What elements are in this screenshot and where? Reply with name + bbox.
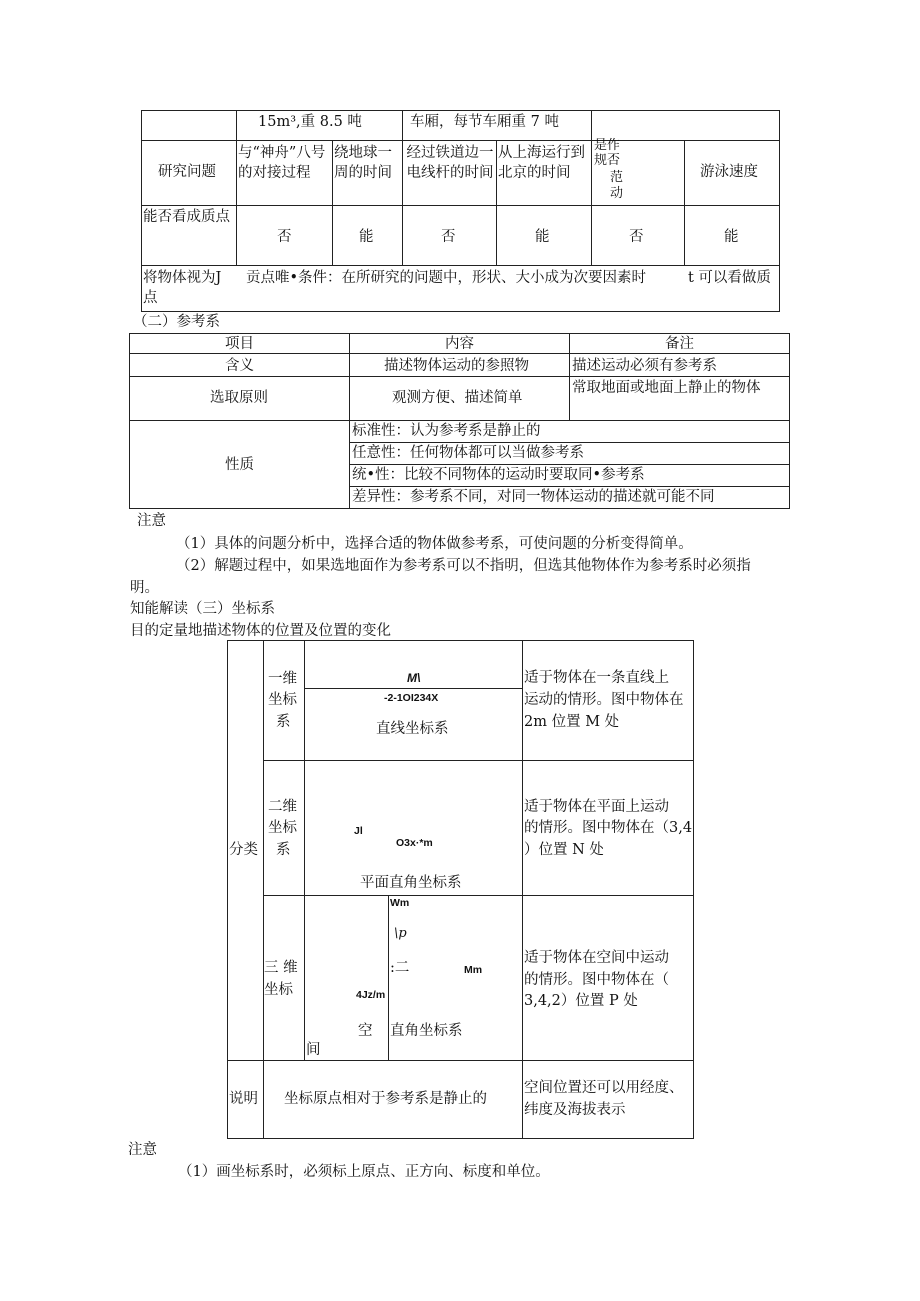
condition-text: 贡点唯•条件：在所研究的问题中，形状、大小成为次要因素时 [246, 270, 647, 286]
two-d-label-1: 二维 [268, 799, 297, 815]
nature-line-2: 任意性：任何物体都可以当做参考系 [352, 445, 584, 461]
nature-line-4: 差异性：参考系不同，对同一物体运动的描述就可能不同 [352, 489, 715, 505]
three-d-mm: Mm [464, 964, 483, 976]
three-d-label-1: 三 维 [264, 960, 298, 976]
answer-6: 能 [724, 229, 739, 245]
explain-note-1: 空间位置还可以用经度、 [524, 1080, 684, 1096]
action-cell-d: 动 [610, 186, 624, 201]
three-d-jian: 间 [306, 1042, 321, 1058]
category-label: 分类 [229, 842, 258, 858]
notice1-title: 注意 [137, 513, 166, 529]
one-d-label-1: 一维 [268, 671, 297, 687]
header-content: 内容 [445, 336, 474, 352]
nature-line-1: 标准性：认为参考系是静止的 [352, 423, 541, 439]
docking-cell: 与“神舟”八号的对接过程 [238, 145, 326, 181]
one-d-desc-1: 适于物体在一条直线上 [524, 670, 669, 686]
notice1-p2a: （2）解题过程中，如果选地面作为参考系可以不指明，但选其他物体作为参考系时必须指 [176, 558, 751, 574]
notice2-title: 注意 [128, 1142, 157, 1158]
orbit-cell: 绕地球一周的时间 [334, 145, 392, 181]
three-d-desc-3: 3,4,2）位置 P 处 [524, 993, 638, 1009]
one-d-label-3: 系 [276, 714, 291, 730]
three-d-label-2: 坐标 [264, 982, 293, 998]
row0-carriage-text: 车厢，每节车厢重 7 吨 [410, 114, 559, 130]
header-item: 项目 [225, 336, 254, 352]
three-d-er: :二 [390, 960, 410, 976]
particle-question-label: 能否看成质点 [143, 209, 230, 225]
answer-5: 否 [629, 229, 644, 245]
condition-label: 将物体视为J点 [143, 270, 222, 306]
answer-1: 否 [277, 229, 292, 245]
answer-3: 否 [441, 229, 456, 245]
row0-mass-text: 15m³,重 8.5 吨 [258, 114, 362, 130]
notice1-p1: （1）具体的问题分析中，选择合适的物体做参考系，可使问题的分析变得简单。 [176, 536, 693, 552]
notice1-p2b: 明。 [130, 580, 159, 596]
two-d-caption: 平面直角坐标系 [360, 875, 462, 891]
one-d-caption: 直线坐标系 [376, 721, 449, 737]
two-d-desc-2: 的情形。图中物体在（3,4 [524, 820, 693, 836]
header-note: 备注 [665, 336, 694, 352]
principle-item: 选取原则 [210, 390, 268, 406]
three-d-p: \p [394, 926, 407, 941]
explain-content: 坐标原点相对于参考系是静止的 [284, 1091, 487, 1107]
notice2-p1: （1）画坐标系时，必须标上原点、正方向、标度和单位。 [178, 1164, 550, 1180]
condition-tail: t 可以看做质 [688, 270, 771, 286]
answer-4: 能 [535, 229, 550, 245]
two-d-label-3: 系 [276, 842, 291, 858]
action-cell-c: 范 [610, 170, 624, 185]
principle-note: 常取地面或地面上静止的物体 [572, 380, 761, 396]
section3-title: 知能解读（三）坐标系 [130, 601, 275, 617]
three-d-z: 4Jz/m [356, 989, 386, 1001]
nature-item: 性质 [225, 457, 254, 473]
one-d-point-m: M\ [407, 671, 421, 685]
explain-label: 说明 [229, 1091, 258, 1107]
research-question-label: 研究问题 [158, 164, 216, 180]
action-cell-b: 规否 [594, 153, 621, 168]
principle-content: 观测方便、描述简单 [392, 390, 523, 406]
action-cell-a: 是作 [594, 138, 621, 153]
three-d-desc-2: 的情形。图中物体在（ [524, 972, 669, 988]
nature-line-3: 统•性：比较不同物体的运动时要取同•参考系 [352, 467, 645, 483]
one-d-desc-3: 2m 位置 M 处 [524, 714, 620, 730]
three-d-kong: 空 [358, 1023, 373, 1039]
shanghai-beijing-cell: 从上海运行到北京的时间 [498, 145, 585, 181]
swim-speed-cell: 游泳速度 [700, 164, 758, 180]
two-d-label-2: 坐标 [268, 820, 297, 836]
purpose-text: 目的定量地描述物体的位置及位置的变化 [130, 623, 391, 639]
explain-note-2: 纬度及海拔表示 [524, 1102, 626, 1118]
answer-2: 能 [359, 229, 374, 245]
meaning-note: 描述运动必须有参考系 [572, 358, 717, 374]
one-d-axis-ticks: -2-1OI234X [384, 692, 439, 704]
two-d-desc-3: ）位置 N 处 [524, 842, 604, 858]
one-d-desc-2: 运动的情形。图中物体在 [524, 692, 684, 708]
two-d-x-axis: O3x·*m [396, 837, 433, 849]
one-d-label-2: 坐标 [268, 692, 297, 708]
pole-cell: 经过铁道边一电线杆的时间 [406, 145, 494, 181]
three-d-w: Wm [390, 897, 410, 909]
section2-title: （二）参考系 [133, 314, 220, 330]
three-d-caption: 直角坐标系 [390, 1023, 463, 1039]
three-d-desc-1: 适于物体在空间中运动 [524, 950, 669, 966]
two-d-desc-1: 适于物体在平面上运动 [524, 799, 669, 815]
two-d-y-axis: Jl [354, 825, 363, 837]
meaning-item: 含义 [225, 358, 254, 374]
meaning-content: 描述物体运动的参照物 [384, 358, 529, 374]
